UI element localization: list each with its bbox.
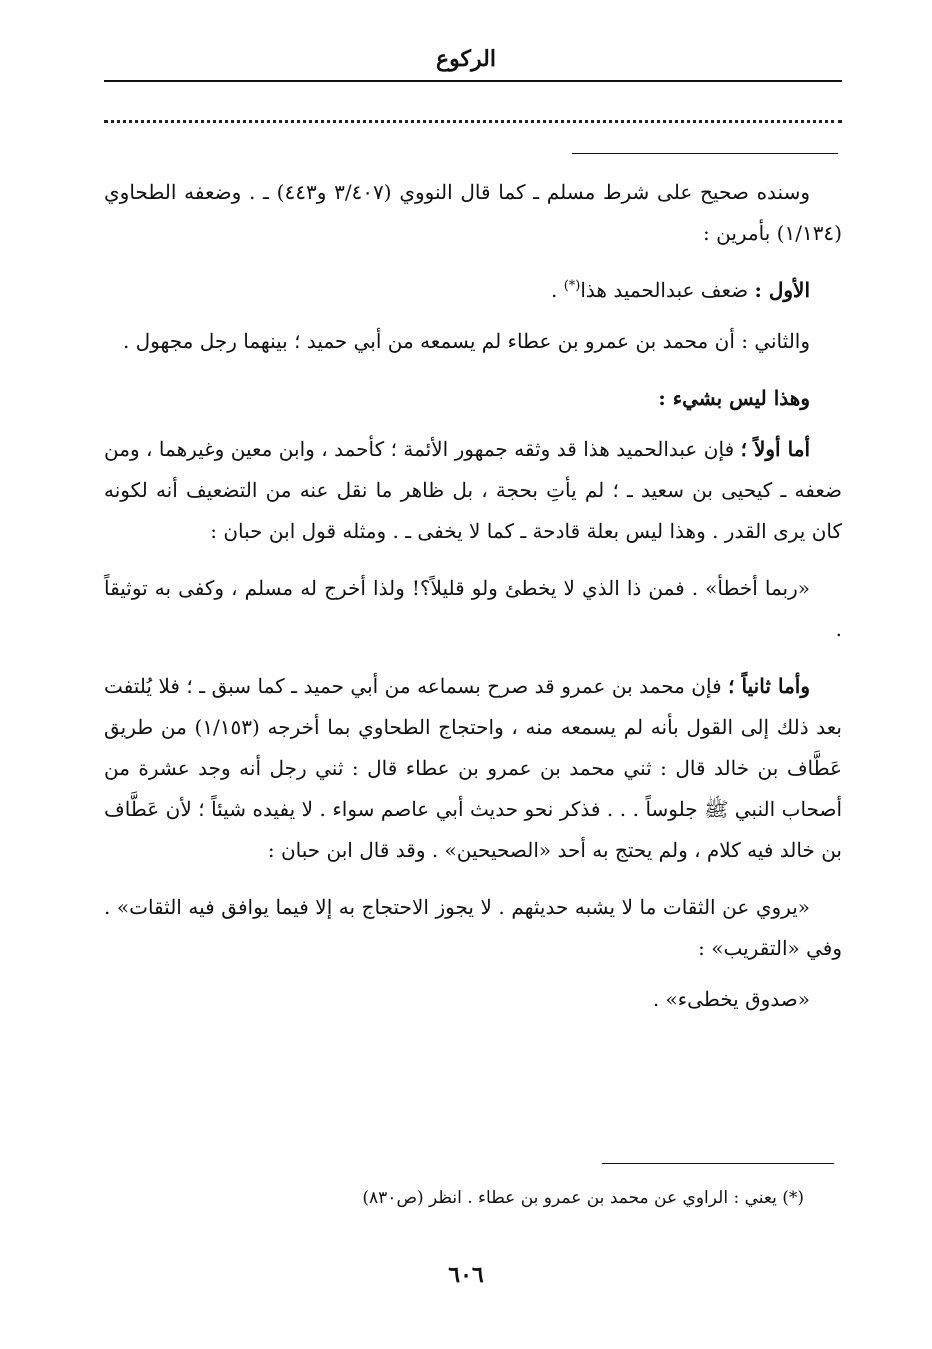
page-number: ٦٠٦ [448, 1262, 484, 1288]
paragraph-text: وهذا ليس بشيء : [658, 386, 810, 410]
paragraph-text: . [550, 278, 564, 302]
paragraph-label: وأما ثانياً ؛ [728, 674, 810, 698]
paragraph [104, 270, 842, 311]
footnote: (*) يعني : الراوي عن محمد بن عمرو بن عطاء . انظر (ص٨٣٠) [362, 1188, 804, 1208]
paragraph [104, 172, 842, 254]
paragraph-text: فإن محمد بن عمرو قد صرح بسماعه من أبي حميد ـ كما سبق ـ ؛ فلا يُلتفت بعد ذلك إلى القول بأنه لم يسمعه منه ، واحتجاج الطحاوي بما أخرجه (١/١٥٣) من طريق عَطَّاف بن خالد قال : ثني محمد بن عمرو بن عطاء قال : ثني رجل أنه وجد عشرة من أصحاب النبي ﷺ جلوساً . . . فذكر نحو حديث أبي عاصم سواء . لا يفيده شيئاً ؛ لأن عَطَّاف بن خالد فيه كلام ، ولم يحتج به أحد «الصحيحين» . وقد قال ابن حبان : [104, 674, 842, 862]
paragraph-text: «ربما أخطأ» . فمن ذا الذي لا يخطئ ولو قليلاً؟! ولذا أخرج له مسلم ، وكفى به توثيقاً . [104, 576, 842, 641]
paragraph [104, 429, 842, 552]
header-divider [104, 80, 842, 82]
paragraph [104, 979, 842, 1020]
paragraph [104, 321, 842, 362]
footnote-divider [602, 1163, 834, 1164]
body-text [104, 172, 842, 1036]
paragraph-text: وسنده صحيح على شرط مسلم ـ كما قال النووي (٣/٤٠٧ و٤٤٣) ـ . وضعفه الطحاوي (١/١٣٤) بأمرين : [104, 180, 842, 245]
paragraph-text: ضعف عبدالحميد هذا [580, 278, 749, 302]
dotted-separator [104, 120, 842, 128]
running-header-title: الركوع [436, 46, 496, 72]
paragraph-text: «صدوق يخطىء» . [652, 987, 810, 1011]
footnote-marker: (*) [563, 278, 581, 294]
paragraph [104, 378, 842, 419]
paragraph [104, 666, 842, 871]
paragraph-text: «يروي عن الثقات ما لا يشبه حديثهم . لا يجوز الاحتجاج به إلا فيما يوافق فيه الثقات» . وفي «التقريب» : [104, 895, 842, 960]
paragraph-label: الأول : [754, 278, 810, 302]
paragraph [104, 887, 842, 969]
paragraph [104, 568, 842, 650]
paragraph-text: فإن عبدالحميد هذا قد وثقه جمهور الأئمة ؛ كأحمد ، وابن معين وغيرهما ، ومن ضعفه ـ كيحيى بن سعيد ـ ؛ لم يأتِ بحجة ، بل ظاهر ما نقل عنه من التضعيف أنه لكونه كان يرى القدر . وهذا ليس بعلة قادحة ـ كما لا يخفى ـ . ومثله قول ابن حبان : [104, 437, 842, 543]
paragraph-text: والثاني : أن محمد بن عمرو بن عطاء لم يسمعه من أبي حميد ؛ بينهما رجل مجهول . [122, 329, 810, 353]
short-divider [572, 153, 838, 154]
paragraph-label: أما أولاً ؛ [740, 437, 810, 461]
